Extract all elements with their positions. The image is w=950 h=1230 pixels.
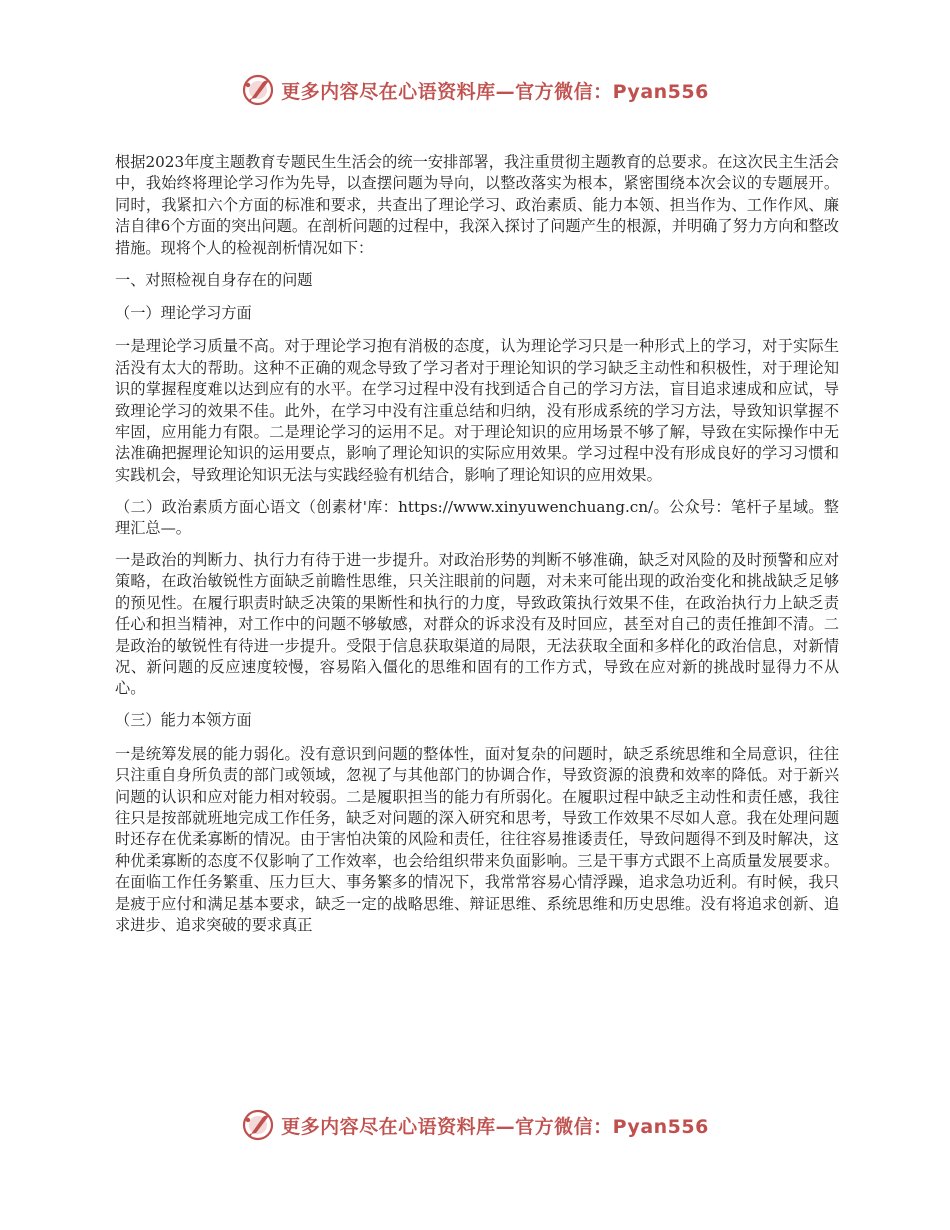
theory-paragraph: 一是理论学习质量不高。对于理论学习抱有消极的态度，认为理论学习只是一种形式上的学习，对于实际生活没有太大的帮助。这种不正确的观念导致了学习者对于理论知识的学习缺乏主动性和积极性，对于理论知识的掌握程度难以达到应有的水平。在学习过程中没有找到适合自己的学习方法，盲目追求速成和应试，导致理论学习的效果不佳。此外，在学习中没有注重总结和归纳，没有形成系统的学习方法，导致知识掌握不牢固，应用能力有限。二是理论学习的运用不足。对于理论知识的应用场景不够了解，导致在实际操作中无法准确把握理论知识的运用要点，影响了理论知识的实际应用效果。学习过程中没有形成良好的学习习惯和实践机会，导致理论知识无法与实践经验有机结合，影响了理论知识的应用效果。: [115, 337, 839, 484]
quill-pen-logo-icon: [241, 73, 275, 107]
politics-paragraph: 一是政治的判断力、执行力有待于进一步提升。对政治形势的判断不够准确，缺乏对风险的及时预警和应对策略，在政治敏锐性方面缺乏前瞻性思维，只关注眼前的问题，对未来可能出现的政治变化和挑战缺乏足够的预见性。在履行职责时缺乏决策的果断性和执行的力度，导致政策执行效果不佳，在政治执行力上缺乏责任心和担当精神，对工作中的问题不够敏感，对群众的诉求没有及时回应，甚至对自己的责任推卸不清。二是政治的敏锐性有待进一步提升。受限于信息获取渠道的局限，无法获取全面和多样化的政治信息，对新情况、新问题的反应速度较慢，容易陷入僵化的思维和固有的工作方式，导致在应对新的挑战时显得力不从心。: [115, 551, 839, 698]
section-heading: 一、对照检视自身存在的问题: [115, 270, 313, 289]
document-body: [115, 152, 839, 947]
intro-paragraph: 根据2023年度主题教育专题民生生活会的统一安排部署，我注重贯彻主题教育的总要求。在这次民主生活会中，我始终将理论学习作为先导，以查摆问题为导向，以整改落实为根本，紧密围绕本次会议的专题展开。同时，我紧扣六个方面的标准和要求，共查出了理论学习、政治素质、能力本领、担当作为、工作作风、廉洁自律6个方面的突出问题。在剖析问题的过程中，我深入探讨了问题产生的根源，并明确了努力方向和整改措施。现将个人的检视剖析情况如下：: [115, 153, 839, 257]
subsection-heading-ability: （三）能力本领方面: [115, 711, 252, 730]
watermark-text: 更多内容尽在心语资料库—官方微信：Pyan556: [281, 80, 709, 103]
quill-pen-logo-icon: [241, 1108, 275, 1142]
ability-paragraph: 一是统筹发展的能力弱化。没有意识到问题的整体性，面对复杂的问题时，缺乏系统思维和全局意识，往往只注重自身所负责的部门或领域，忽视了与其他部门的协调合作，导致资源的浪费和效率的降低。对于新兴问题的认识和应对能力相对较弱。二是履职担当的能力有所弱化。在履职过程中缺乏主动性和责任感，我往往只是按部就班地完成工作任务，缺乏对问题的深入研究和思考，导致工作效果不尽如人意。我在处理问题时还存在优柔寡断的情况。由于害怕决策的风险和责任，往往容易推诿责任，导致问题得不到及时解决，这种优柔寡断的态度不仅影响了工作效率，也会给组织带来负面影响。三是干事方式跟不上高质量发展要求。在面临工作任务繁重、压力巨大、事务繁多的情况下，我常常容易心情浮躁，追求急功近利。有时候，我只是疲于应付和满足基本要求，缺乏一定的战略思维、辩证思维、系统思维和历史思维。没有将追求创新、追求进步、追求突破的要求真正: [115, 744, 839, 934]
subsection-heading-theory: （一）理论学习方面: [115, 303, 252, 322]
header-watermark-banner: [0, 70, 950, 110]
watermark-text: 更多内容尽在心语资料库—官方微信：Pyan556: [281, 1115, 709, 1138]
subsection-heading-politics: （二）政治素质方面心语文（创素材'库：https://www.xinyuwenchuang.cn/。公众号：笔杆子星域。整理汇总—。: [115, 497, 839, 538]
footer-watermark-banner: [0, 1105, 950, 1145]
